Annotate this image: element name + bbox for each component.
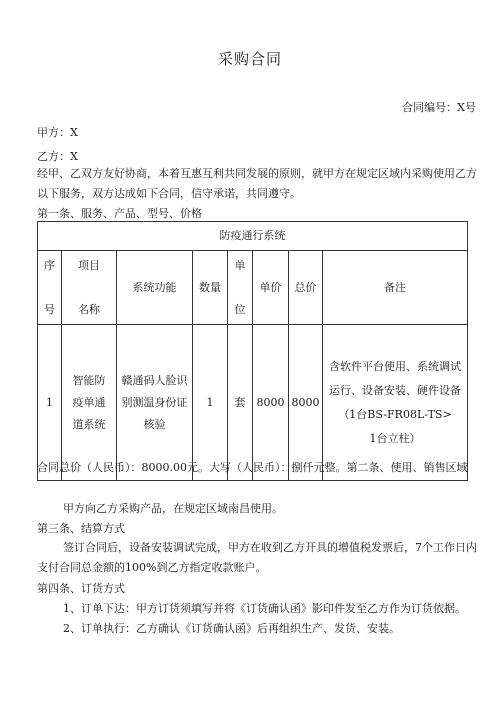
- header-qty: 数量: [193, 251, 228, 325]
- party-a: 甲方：X: [37, 126, 78, 139]
- order-clause-1: 1、订单下达：甲方订货须填写并将《订货确认函》影印件发至乙方作为订货依据。: [63, 602, 466, 615]
- intro-paragraph: 经甲、乙双方友好协商，本着互惠互利共同发展的原则，就甲方在规定区域内采购使用乙方以下服务，双方达成如下合同，信守承诺，共同遵守。: [37, 167, 477, 200]
- header-total: 总价: [289, 251, 323, 325]
- cell-name: 智能防 疫单通 道系统: [62, 325, 117, 481]
- cell-unit: 套: [228, 325, 253, 481]
- cell-qty: 1: [193, 325, 228, 481]
- header-remark: 备注: [323, 251, 468, 325]
- table-caption: 防疫通行系统: [38, 222, 468, 251]
- cell-seq: 1: [38, 325, 62, 481]
- page-title: 采购合同: [217, 50, 282, 68]
- header-price: 单价: [253, 251, 289, 325]
- header-seq: 序 号: [38, 251, 62, 325]
- party-b: 乙方：X: [37, 150, 78, 163]
- section-1-heading: 第一条、服务、产品、型号、价格: [37, 207, 202, 220]
- spec-table: [37, 221, 468, 481]
- section-4-heading: 第四条、订货方式: [37, 582, 125, 595]
- cell-remark: 含软件平台使用、系统调试 运行、设备安装、硬件设备 （1台BS-FR08L-TS> 1台立柱）: [323, 325, 468, 481]
- settlement-paragraph: 签订合同后，设备安装调试完成，甲方在收到乙方开具的增值税发票后，7个工作日内支付合同总金额的100%到乙方指定收款账户。: [37, 541, 477, 574]
- order-clause-2: 2、订单执行：乙方确认《订货确认函》后再组织生产、发货、安装。: [63, 622, 400, 635]
- cell-total: 8000: [289, 325, 323, 481]
- header-function: 系统功能: [117, 251, 193, 325]
- section-3-heading: 第三条、结算方式: [37, 522, 125, 535]
- cell-price: 8000: [253, 325, 289, 481]
- total-price-paragraph: 合同总价（人民币）：8000.00元。大写（人民币）：捌仟元整。第二条、使用、销售区域: [37, 461, 468, 474]
- header-unit: 单 位: [228, 251, 253, 325]
- header-item: 项目 名称: [62, 251, 117, 325]
- contract-number: 合同编号：X号: [402, 101, 476, 114]
- region-paragraph: 甲方向乙方采购产品，在规定区域南昌使用。: [63, 502, 283, 515]
- cell-function: 赣通码人脸识 别测温身份证 核验: [117, 325, 193, 481]
